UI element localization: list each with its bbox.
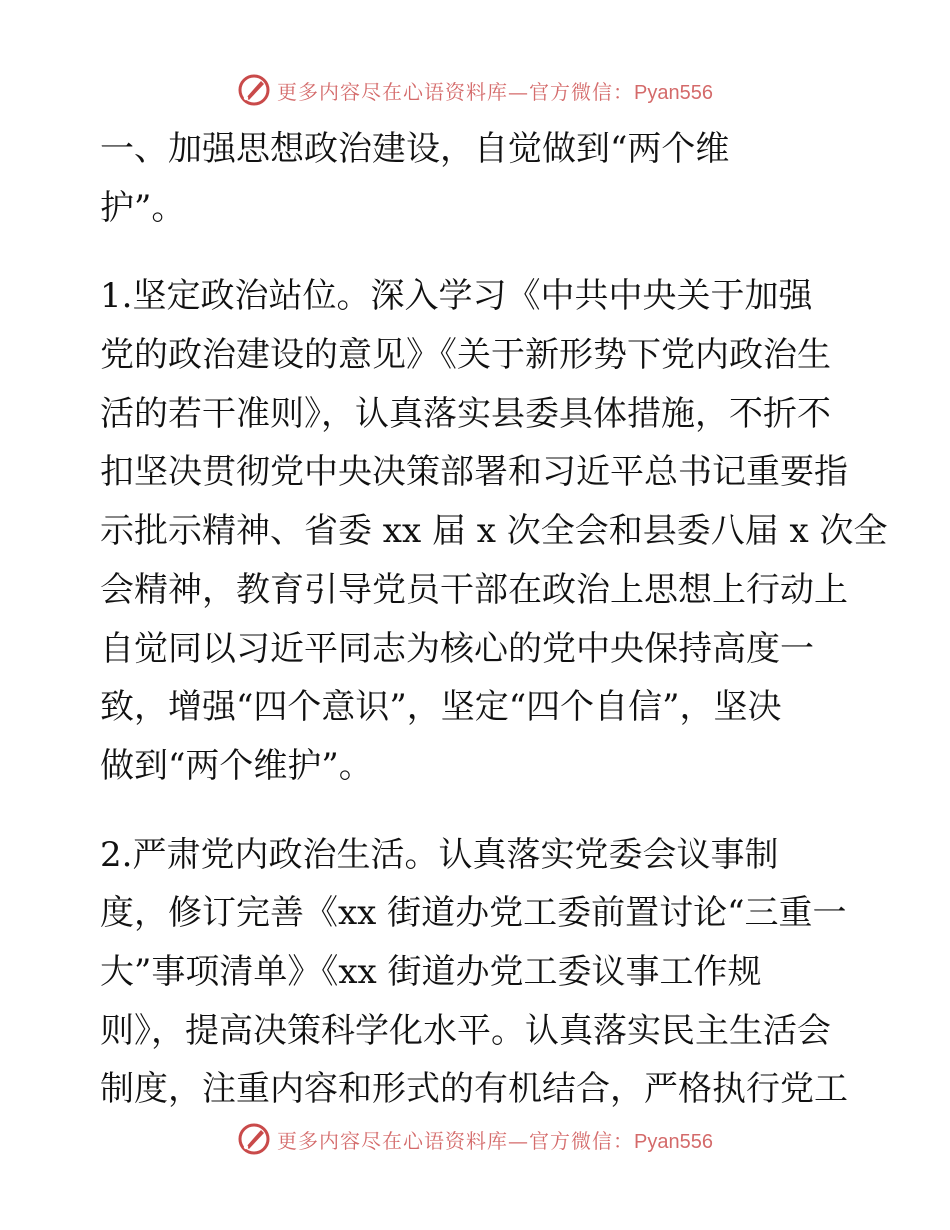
paragraph-2-line: 度，修订完善《xx 街道办党工委前置讨论“三重一 xyxy=(100,893,847,934)
footer-banner xyxy=(0,1119,950,1159)
paragraph-2-line: 2.严肃党内政治生活。认真落实党委会议事制 xyxy=(100,834,779,875)
paragraph-1-line: 活的若干准则》，认真落实县委具体措施，不折不 xyxy=(100,393,831,434)
paragraph-1 xyxy=(100,267,888,795)
document-body xyxy=(100,120,888,1119)
paragraph-2-line: 则》，提高决策科学化水平。认真落实民主生活会 xyxy=(100,1010,831,1051)
footer-text: 更多内容尽在心语资料库—官方微信：Pyan556 xyxy=(277,1128,713,1153)
paragraph-1-line: 党的政治建设的意见》《关于新形势下党内政治生 xyxy=(100,335,831,376)
paragraph-1-line: 会精神，教育引导党员干部在政治上思想上行动上 xyxy=(100,569,848,610)
paragraph-1-line: 示批示精神、省委 xx 届 x 次全会和县委八届 x 次全 xyxy=(100,511,888,552)
header-text: 更多内容尽在心语资料库—官方微信：Pyan556 xyxy=(277,79,713,104)
heading-line-1: 一、加强思想政治建设，自觉做到“两个维 xyxy=(100,129,730,169)
paragraph-1-line: 扣坚决贯彻党中央决策部署和习近平总书记重要指 xyxy=(100,452,848,493)
header-wechat-id: Pyan556 xyxy=(634,81,713,104)
pen-seal-logo-icon xyxy=(237,73,271,107)
section-heading xyxy=(100,120,860,237)
pen-seal-logo-icon xyxy=(237,1122,271,1156)
paragraph-1-line: 致，增强“四个意识”，坚定“四个自信”，坚决 xyxy=(100,687,782,728)
paragraph-1-line: 自觉同以习近平同志为核心的党中央保持高度一 xyxy=(100,628,814,669)
paragraph-2-line: 制度，注重内容和形式的有机结合，严格执行党工 xyxy=(100,1069,848,1110)
paragraph-1-line: 做到“两个维护”。 xyxy=(100,745,373,786)
heading-line-2: 护”。 xyxy=(100,187,186,228)
paragraph-1-line: 1.坚定政治站位。深入学习《中共中央关于加强 xyxy=(100,276,813,317)
paragraph-2 xyxy=(100,826,860,1119)
header-banner xyxy=(0,70,950,110)
footer-wechat-id: Pyan556 xyxy=(634,1130,713,1153)
paragraph-2-line: 大”事项清单》《xx 街道办党工委议事工作规 xyxy=(100,951,762,992)
